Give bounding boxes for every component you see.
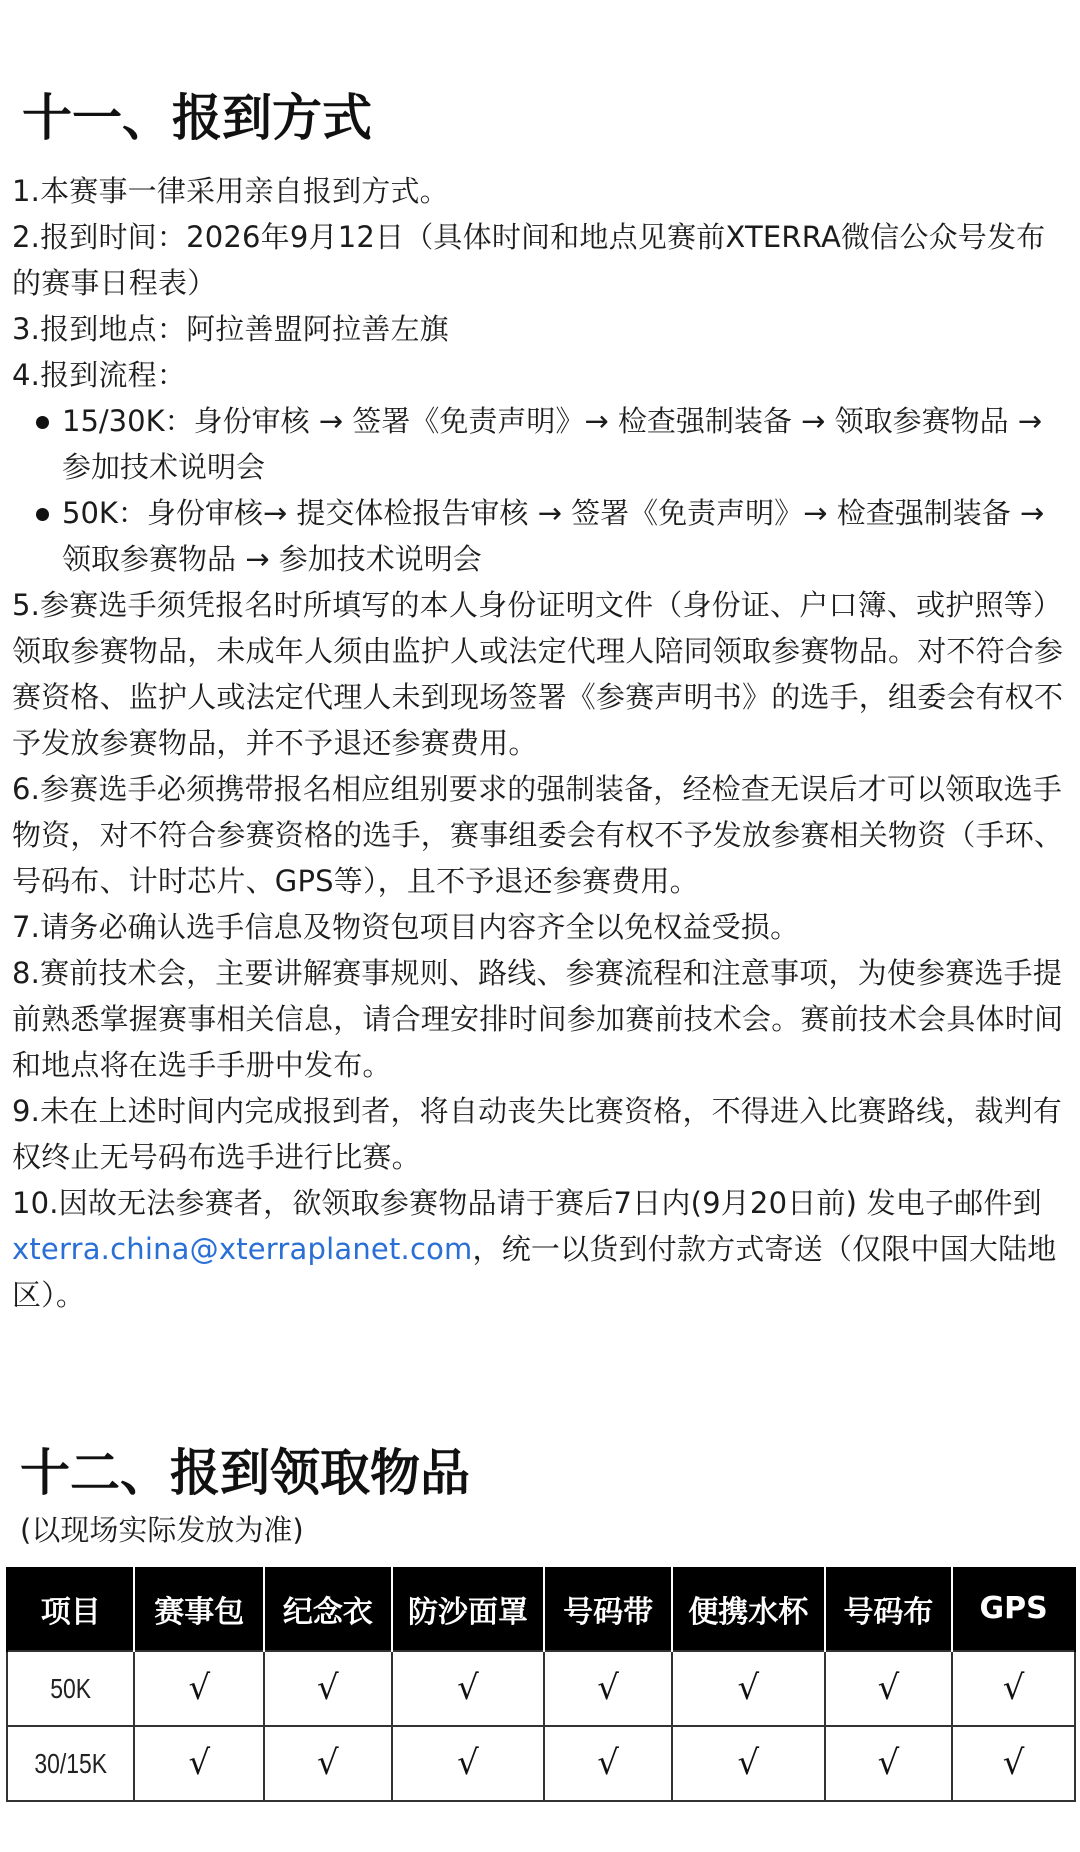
table-cell <box>952 1726 1075 1801</box>
checkin-process-list <box>12 398 1068 582</box>
list-item <box>12 398 1068 490</box>
table-cell <box>825 1651 952 1726</box>
checkmark-icon: √ <box>188 1668 211 1708</box>
column-header: 纪念衣 <box>264 1567 391 1651</box>
table-cell <box>134 1726 264 1801</box>
table-row <box>7 1651 1075 1726</box>
table-cell <box>264 1651 391 1726</box>
bullet-icon <box>36 416 49 429</box>
table-cell <box>264 1726 391 1801</box>
table-header-row <box>7 1567 1075 1651</box>
column-header: 防沙面罩 <box>392 1567 545 1651</box>
checkmark-icon: √ <box>737 1668 760 1708</box>
column-header: 赛事包 <box>134 1567 264 1651</box>
row-label: 30/15K <box>18 1726 122 1801</box>
table-cell <box>672 1651 825 1726</box>
section-11-title: 十一、报到方式 <box>22 89 372 147</box>
checkmark-icon: √ <box>457 1743 479 1783</box>
paragraph-5: 5.参赛选手须凭报名时所填写的本人身份证明文件（身份证、户口簿、或护照等）领取参赛物品，未成年人须由监护人或法定代理人陪同领取参赛物品。对不符合参赛资格、监护人或法定代理人未到现场签署《参赛声明书》的选手，组委会有权不予发放参赛物品，并不予退还参赛费用。 <box>12 588 1064 760</box>
checkmark-icon: √ <box>597 1668 619 1708</box>
paragraph-10-tail: ，统一以货到付款方式寄送（仅限中国大陆地区）。 <box>12 1232 1057 1312</box>
section-11-body <box>12 168 1068 1318</box>
paragraph-8: 8.赛前技术会，主要讲解赛事规则、路线、参赛流程和注意事项，为使参赛选手提前熟悉掌握赛事相关信息，请合理安排时间参加赛前技术会。赛前技术会具体时间和地点将在选手手册中发布。 <box>12 956 1064 1082</box>
table-cell <box>952 1651 1075 1726</box>
paragraph-9: 9.未在上述时间内完成报到者，将自动丧失比赛资格，不得进入比赛路线，裁判有权终止无号码布选手进行比赛。 <box>12 1094 1063 1174</box>
paragraph-7: 7.请务必确认选手信息及物资包项目内容齐全以免权益受损。 <box>12 910 800 944</box>
table-cell <box>544 1726 671 1801</box>
distribution-note: (以现场实际发放为准) <box>20 1513 304 1547</box>
checkmark-icon: √ <box>317 1743 339 1783</box>
checkmark-icon: √ <box>1002 1743 1025 1783</box>
table-cell <box>392 1651 545 1726</box>
bullet-icon <box>36 508 49 521</box>
column-header: 号码布 <box>825 1567 952 1651</box>
column-header: 便携水杯 <box>672 1567 825 1651</box>
table-cell <box>134 1651 264 1726</box>
column-header: 项目 <box>7 1567 134 1651</box>
checkmark-icon: √ <box>597 1743 619 1783</box>
table-cell <box>544 1651 671 1726</box>
row-label: 50K <box>18 1651 122 1726</box>
paragraph-6: 6.参赛选手必须携带报名相应组别要求的强制装备，经检查无误后才可以领取选手物资，对不符合参赛资格的选手，赛事组委会有权不予发放参赛相关物资（手环、号码布、计时芯片、GPS等），且不予退还参赛费用。 <box>12 772 1064 898</box>
checkmark-icon: √ <box>877 1743 900 1783</box>
paragraph-10-text: 10.因故无法参赛者，欲领取参赛物品请于赛后7日内(9月20日前) 发电子邮件到 <box>12 1186 1042 1220</box>
checkmark-icon: √ <box>877 1668 900 1708</box>
list-item-text: 50K：身份审核→ 提交体检报告审核 → 签署《免责声明》→ 检查强制装备 → 领取参赛物品 → 参加技术说明会 <box>62 496 1045 576</box>
column-header: GPS <box>952 1567 1075 1651</box>
paragraph-4: 4.报到流程： <box>12 358 187 392</box>
paragraph-2: 2.报到时间：2026年9月12日（具体时间和地点见赛前XTERRA微信公众号发布的赛事日程表） <box>12 220 1046 300</box>
table-row <box>7 1726 1075 1801</box>
checkmark-icon: √ <box>317 1668 339 1708</box>
checkmark-icon: √ <box>188 1743 211 1783</box>
checkmark-icon: √ <box>457 1668 479 1708</box>
paragraph-3: 3.报到地点：阿拉善盟阿拉善左旗 <box>12 312 449 346</box>
paragraph-1: 1.本赛事一律采用亲自报到方式。 <box>12 174 449 208</box>
items-table <box>6 1567 1076 1802</box>
table-cell <box>825 1726 952 1801</box>
table-cell <box>672 1726 825 1801</box>
checkmark-icon: √ <box>737 1743 760 1783</box>
paragraph-10 <box>12 1180 1068 1318</box>
table-cell <box>392 1726 545 1801</box>
email-link[interactable]: xterra.china@xterraplanet.com <box>12 1232 473 1266</box>
column-header: 号码带 <box>544 1567 671 1651</box>
checkmark-icon: √ <box>1002 1668 1025 1708</box>
list-item <box>12 490 1068 582</box>
list-item-text: 15/30K：身份审核 → 签署《免责声明》→ 检查强制装备 → 领取参赛物品 → 参加技术说明会 <box>62 404 1043 484</box>
section-12-title: 十二、报到领取物品 <box>20 1444 470 1502</box>
